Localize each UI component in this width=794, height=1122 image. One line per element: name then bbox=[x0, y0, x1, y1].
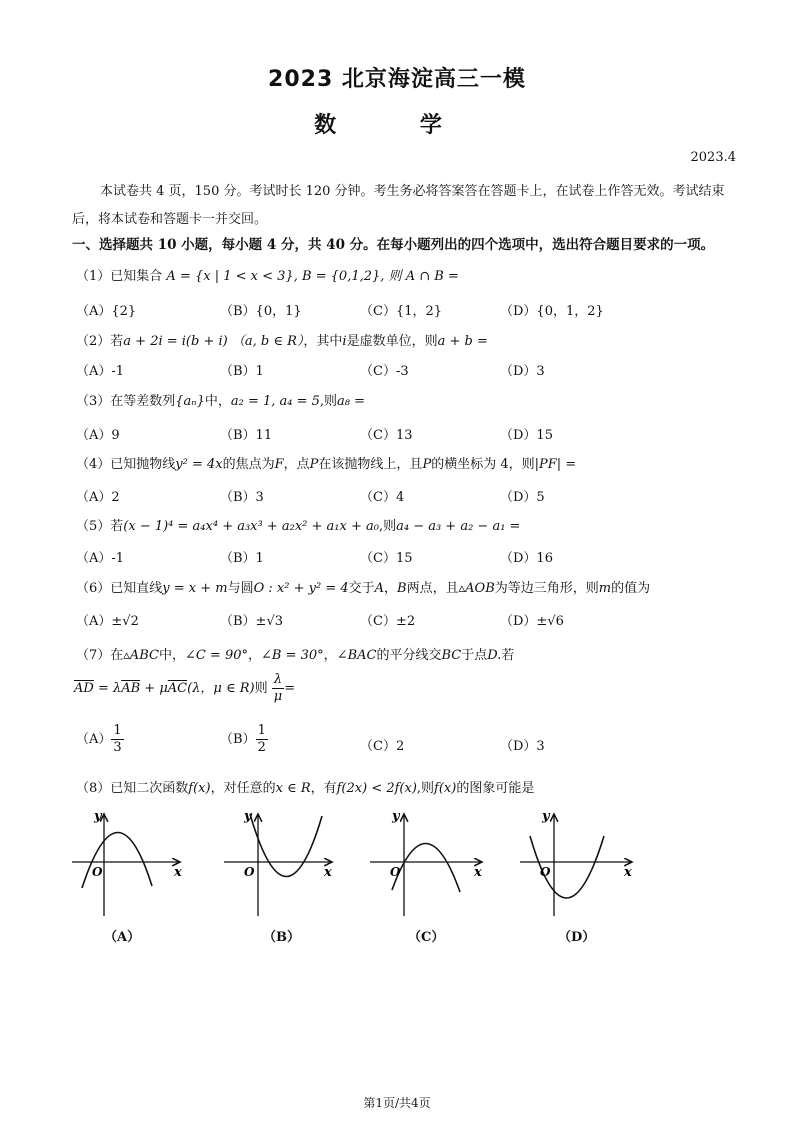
q2-cond: （a, b ∈ R） bbox=[231, 334, 304, 349]
y-axis-label: y bbox=[392, 809, 400, 824]
q2-option-c: （C）-3 bbox=[360, 364, 409, 379]
q7-opt-b-frac bbox=[256, 723, 268, 756]
q7-opt-a-num: 1 bbox=[113, 723, 122, 738]
q5-option-c: （C）15 bbox=[360, 551, 413, 566]
q7-eq1: = λ bbox=[93, 681, 122, 696]
graph-d bbox=[516, 808, 640, 920]
q2-i: i bbox=[342, 334, 347, 349]
graph-a-label: （A） bbox=[104, 930, 141, 945]
q8-text: （8）已知二次函数 bbox=[76, 781, 189, 796]
q4-text5: 的横坐标为 4，则 bbox=[431, 457, 535, 472]
q3-ask: a₈ = bbox=[337, 394, 366, 409]
q7-option-c: （C）2 bbox=[360, 739, 405, 754]
section-heading: 一、选择题共 10 小题，每小题 4 分，共 40 分。在每小题列出的四个选项中，选出符合题目要求的一项。 bbox=[72, 237, 715, 253]
q6-text6: 为等边三角形，则 bbox=[494, 581, 599, 596]
x-axis-label: x bbox=[624, 865, 632, 880]
q3-text: （3）在等差数列 bbox=[76, 394, 176, 409]
q2-ask: a + b = bbox=[437, 334, 488, 349]
q5-eq: (x − 1)⁴ = a₄x⁴ + a₃x³ + a₂x² + a₁x + a₀ bbox=[123, 519, 379, 534]
q3-option-a: （A）9 bbox=[76, 428, 120, 443]
q4-p: P bbox=[309, 457, 319, 472]
question-8 bbox=[76, 777, 534, 796]
q4-p2: P bbox=[422, 457, 432, 472]
q7-ang-b: ∠B = 30° bbox=[261, 648, 324, 663]
q7-option-a bbox=[76, 723, 124, 756]
question-7-formula bbox=[74, 672, 295, 705]
q7-d: D. bbox=[487, 648, 502, 663]
q6-m: m bbox=[598, 581, 612, 596]
q7-opt-a-label: （A） bbox=[76, 732, 112, 747]
q7-eq3: (λ，μ ∈ R) bbox=[187, 681, 255, 696]
q6-text2: 与圆 bbox=[227, 581, 254, 596]
q1-set-a: A = {x | 1 < x < 3} bbox=[166, 269, 294, 284]
q3-text2: 中， bbox=[204, 394, 231, 409]
graph-d-label: （D） bbox=[558, 930, 596, 945]
q7-text: （7）在 bbox=[76, 648, 124, 663]
q5-text: （5）若 bbox=[76, 519, 124, 534]
exam-date: 2023.4 bbox=[690, 150, 736, 165]
q7-ang-c: ∠C = 90° bbox=[184, 648, 248, 663]
q2-option-a: （A）-1 bbox=[76, 364, 125, 379]
x-axis-label: x bbox=[474, 865, 482, 880]
q4-text4: 在该抛物线上，且 bbox=[318, 457, 423, 472]
q7-option-d: （D）3 bbox=[500, 739, 545, 754]
q8-text3: ，有 bbox=[310, 781, 337, 796]
q7-opt-b-label: （B） bbox=[220, 732, 256, 747]
origin-label: O bbox=[540, 865, 551, 879]
subject-heading bbox=[0, 108, 794, 139]
question-5 bbox=[76, 515, 520, 534]
q5-option-d: （D）16 bbox=[500, 551, 553, 566]
q7-eq2: + μ bbox=[140, 681, 168, 696]
q7-option-b bbox=[220, 723, 268, 756]
question-2 bbox=[76, 330, 488, 349]
graph-a bbox=[68, 808, 188, 920]
q4-option-a: （A）2 bbox=[76, 490, 120, 505]
q7-ang-bac: ∠BAC bbox=[336, 648, 377, 663]
q6-a: A bbox=[374, 581, 385, 596]
q7-vec-ac: $\overline{AC}$ bbox=[167, 681, 188, 696]
q7-text6: 于点 bbox=[461, 648, 488, 663]
parabola-curve bbox=[392, 843, 460, 892]
graph-c bbox=[366, 808, 490, 920]
q6-option-c: （C）±2 bbox=[360, 614, 416, 629]
q8-text2: ，对任意的 bbox=[210, 781, 276, 796]
q6-option-d: （D）±√6 bbox=[500, 614, 564, 629]
q3-option-b: （B）11 bbox=[220, 428, 273, 443]
q7-frac-den: μ bbox=[273, 689, 283, 704]
y-axis-label: y bbox=[94, 809, 102, 824]
q8-fx2: f(x) bbox=[434, 781, 457, 796]
q2-expr: a + 2i = i(b + i) bbox=[123, 334, 228, 349]
q8-text4: ,则 bbox=[416, 781, 435, 796]
q7-vec-ad: $\overline{AD}$ bbox=[74, 681, 94, 696]
q8-xr: x ∈ R bbox=[275, 781, 311, 796]
q2-option-b: （B）1 bbox=[220, 364, 264, 379]
q1-option-a: （A）{2} bbox=[76, 304, 137, 319]
instructions: 本试卷共 4 页，150 分。考试时长 120 分钟。考生务必将答案答在答题卡上，在试卷上作答无效。考试结束后，将本试卷和答题卡一并交回。 bbox=[72, 184, 725, 227]
question-3 bbox=[76, 390, 365, 409]
q8-text5: 的图象可能是 bbox=[456, 781, 535, 796]
q6-text: （6）已知直线 bbox=[76, 581, 163, 596]
q5-option-b: （B）1 bbox=[220, 551, 264, 566]
origin-label: O bbox=[390, 865, 401, 879]
q7-text8: 则 bbox=[254, 681, 268, 696]
q7-tri: ▵ABC bbox=[123, 648, 159, 663]
graph-b bbox=[220, 808, 340, 920]
q3-text3: ,则 bbox=[319, 394, 338, 409]
q7-text7: 若 bbox=[501, 648, 515, 663]
q6-text5: 两点，且 bbox=[406, 581, 459, 596]
q6-text7: 的值为 bbox=[611, 581, 651, 596]
q3-option-c: （C）13 bbox=[360, 428, 413, 443]
q4-option-c: （C）4 bbox=[360, 490, 405, 505]
question-1 bbox=[76, 265, 459, 284]
q1-option-b: （B）{0，1} bbox=[220, 304, 302, 319]
q6-text4: ， bbox=[384, 581, 398, 596]
q6-circle: O : x² + y² = 4 bbox=[253, 581, 349, 596]
q6-option-b: （B）±√3 bbox=[220, 614, 284, 629]
q1-option-d: （D）{0，1，2} bbox=[500, 304, 604, 319]
q4-eq: y² = 4x bbox=[175, 457, 223, 472]
q8-fx: f(x) bbox=[188, 781, 211, 796]
q4-f: F bbox=[274, 457, 284, 472]
q1-ask: , 则 A ∩ B = bbox=[380, 269, 459, 284]
q5-text2: ,则 bbox=[378, 519, 397, 534]
y-axis-label: y bbox=[542, 809, 550, 824]
q1-set-b: , B = {0,1,2} bbox=[293, 269, 381, 284]
q3-cond: a₂ = 1, a₄ = 5 bbox=[230, 394, 320, 409]
subject-text: 数 学 bbox=[314, 113, 480, 138]
q6-line: y = x + m bbox=[162, 581, 228, 596]
q7-vec-ab: $\overline{AB}$ bbox=[121, 681, 141, 696]
page-footer: 第1页/共4页 bbox=[363, 1096, 431, 1110]
q3-seq: {aₙ} bbox=[175, 394, 205, 409]
origin-label: O bbox=[92, 865, 103, 879]
q7-text3: ， bbox=[248, 648, 262, 663]
graph-b-label: （B） bbox=[263, 930, 300, 945]
q5-option-a: （A）-1 bbox=[76, 551, 125, 566]
parabola-curve bbox=[82, 832, 152, 888]
question-4 bbox=[76, 453, 576, 472]
q4-text2: 的焦点为 bbox=[222, 457, 275, 472]
q6-text3: 交于 bbox=[348, 581, 375, 596]
q3-option-d: （D）15 bbox=[500, 428, 553, 443]
q4-ask: |PF| = bbox=[534, 457, 577, 472]
exam-title: 2023 北京海淀高三一模 bbox=[268, 67, 526, 92]
x-axis-label: x bbox=[324, 865, 332, 880]
q6-option-a: （A）±√2 bbox=[76, 614, 139, 629]
q2-option-d: （D）3 bbox=[500, 364, 545, 379]
y-axis-label: y bbox=[244, 809, 252, 824]
q8-ineq: f(2x) < 2f(x) bbox=[336, 781, 417, 796]
q7-opt-b-den: 2 bbox=[257, 740, 266, 755]
question-6 bbox=[76, 577, 650, 596]
graph-c-label: （C） bbox=[408, 930, 445, 945]
q4-option-d: （D）5 bbox=[500, 490, 545, 505]
q4-text: （4）已知抛物线 bbox=[76, 457, 176, 472]
q6-tri: ▵AOB bbox=[458, 581, 495, 596]
q7-fraction bbox=[272, 672, 284, 705]
question-7 bbox=[76, 644, 514, 663]
q2-text: （2）若 bbox=[76, 334, 124, 349]
q1-text: （1）已知集合 bbox=[76, 269, 163, 284]
q5-ask: a₄ − a₃ + a₂ − a₁ = bbox=[396, 519, 521, 534]
origin-label: O bbox=[244, 865, 255, 879]
q2-text3: 是虚数单位，则 bbox=[346, 334, 438, 349]
q1-option-c: （C）{1，2} bbox=[360, 304, 443, 319]
q4-option-b: （B）3 bbox=[220, 490, 264, 505]
q7-opt-b-num: 1 bbox=[257, 723, 266, 738]
q7-opt-a-frac bbox=[111, 723, 123, 756]
q7-opt-a-den: 3 bbox=[113, 740, 122, 755]
q7-text2: 中， bbox=[158, 648, 185, 663]
q7-frac-num: λ bbox=[272, 672, 284, 689]
q7-text4: ， bbox=[323, 648, 337, 663]
parabola-curve bbox=[250, 814, 322, 877]
q7-eq-end: = bbox=[284, 681, 296, 696]
x-axis-label: x bbox=[174, 865, 182, 880]
q7-bc: BC bbox=[441, 648, 462, 663]
q6-b: B bbox=[397, 581, 407, 596]
q4-text3: ，点 bbox=[283, 457, 310, 472]
q7-text5: 的平分线交 bbox=[376, 648, 442, 663]
q2-text2: ，其中 bbox=[303, 334, 343, 349]
